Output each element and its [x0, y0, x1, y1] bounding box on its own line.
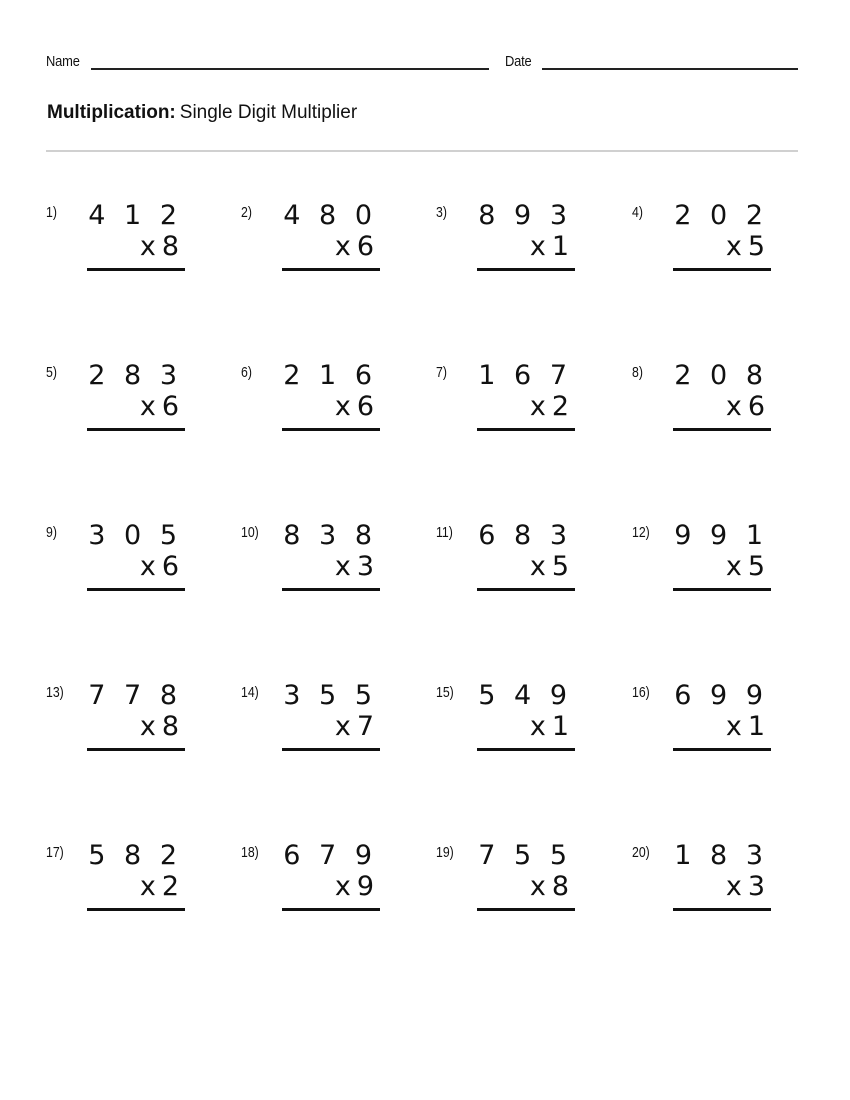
multiplier-row: [726, 872, 768, 902]
answer-line[interactable]: [87, 748, 185, 751]
times-sign: x: [529, 871, 549, 902]
problem-10: [241, 518, 411, 598]
multiplicand: 7 5 5: [478, 840, 572, 871]
times-sign: x: [529, 551, 549, 582]
multiplier-row: [140, 552, 182, 582]
problem-18: [241, 838, 411, 918]
date-label: Date: [505, 53, 532, 70]
answer-line[interactable]: [87, 908, 185, 911]
multiplicand: 4 1 2: [88, 200, 182, 231]
problem-5: [46, 358, 216, 438]
problem-13: [46, 678, 216, 758]
multiplicand: 8 9 3: [478, 200, 572, 231]
multiplicand: 2 0 8: [674, 360, 768, 391]
problem-15: [436, 678, 606, 758]
problem-4: [632, 198, 802, 278]
answer-line[interactable]: [282, 588, 380, 591]
problem-12: [632, 518, 802, 598]
times-sign: x: [725, 551, 745, 582]
answer-line[interactable]: [673, 748, 771, 751]
times-sign: x: [334, 391, 354, 422]
header-row: [46, 50, 798, 72]
problem-number: 11): [436, 524, 453, 541]
problem-7: [436, 358, 606, 438]
problem-number: 18): [241, 844, 259, 861]
multiplicand: 6 9 9: [674, 680, 768, 711]
multiplier: 3: [747, 871, 768, 902]
name-field-line[interactable]: [91, 68, 489, 70]
problem-number: 14): [241, 684, 259, 701]
answer-line[interactable]: [477, 748, 575, 751]
problem-number: 4): [632, 204, 643, 221]
multiplier-row: [726, 232, 768, 262]
answer-line[interactable]: [282, 268, 380, 271]
answer-line[interactable]: [282, 748, 380, 751]
multiplier: 5: [551, 551, 572, 582]
worksheet-title: [47, 102, 357, 124]
multiplicand: 2 1 6: [283, 360, 377, 391]
times-sign: x: [139, 391, 159, 422]
multiplier: 6: [356, 231, 377, 262]
multiplier: 7: [356, 711, 377, 742]
times-sign: x: [334, 711, 354, 742]
problem-number: 10): [241, 524, 259, 541]
multiplicand: 2 0 2: [674, 200, 768, 231]
multiplier: 6: [161, 551, 182, 582]
problem-9: [46, 518, 216, 598]
problem-8: [632, 358, 802, 438]
problem-number: 6): [241, 364, 252, 381]
problem-number: 5): [46, 364, 57, 381]
problem-1: [46, 198, 216, 278]
multiplier-row: [530, 392, 572, 422]
multiplier: 5: [747, 231, 768, 262]
problem-number: 8): [632, 364, 643, 381]
times-sign: x: [725, 391, 745, 422]
multiplicand: 3 0 5: [88, 520, 182, 551]
multiplier: 6: [356, 391, 377, 422]
times-sign: x: [725, 871, 745, 902]
problem-6: [241, 358, 411, 438]
problem-number: 1): [46, 204, 57, 221]
times-sign: x: [529, 231, 549, 262]
multiplicand: 9 9 1: [674, 520, 768, 551]
answer-line[interactable]: [87, 428, 185, 431]
multiplier-row: [530, 232, 572, 262]
problem-number: 7): [436, 364, 447, 381]
divider: [46, 150, 798, 152]
problem-number: 2): [241, 204, 252, 221]
name-label: Name: [46, 53, 80, 70]
answer-line[interactable]: [282, 908, 380, 911]
multiplier-row: [140, 392, 182, 422]
answer-line[interactable]: [87, 268, 185, 271]
answer-line[interactable]: [477, 908, 575, 911]
answer-line[interactable]: [87, 588, 185, 591]
multiplicand: 8 3 8: [283, 520, 377, 551]
multiplier: 2: [161, 871, 182, 902]
multiplier: 8: [161, 231, 182, 262]
answer-line[interactable]: [673, 268, 771, 271]
problem-number: 17): [46, 844, 64, 861]
times-sign: x: [529, 711, 549, 742]
multiplier-row: [140, 872, 182, 902]
multiplier: 8: [161, 711, 182, 742]
multiplier-row: [335, 552, 377, 582]
multiplier: 3: [356, 551, 377, 582]
problem-20: [632, 838, 802, 918]
problem-number: 15): [436, 684, 454, 701]
date-field-line[interactable]: [542, 68, 798, 70]
multiplier: 8: [551, 871, 572, 902]
answer-line[interactable]: [673, 428, 771, 431]
problem-number: 19): [436, 844, 454, 861]
problem-number: 12): [632, 524, 650, 541]
times-sign: x: [139, 551, 159, 582]
times-sign: x: [139, 871, 159, 902]
multiplier: 6: [747, 391, 768, 422]
problem-number: 3): [436, 204, 447, 221]
multiplier: 9: [356, 871, 377, 902]
multiplier-row: [140, 712, 182, 742]
multiplicand: 1 8 3: [674, 840, 768, 871]
multiplicand: 5 8 2: [88, 840, 182, 871]
multiplicand: 6 8 3: [478, 520, 572, 551]
multiplier-row: [335, 712, 377, 742]
problem-11: [436, 518, 606, 598]
times-sign: x: [334, 551, 354, 582]
problem-number: 16): [632, 684, 650, 701]
multiplicand: 2 8 3: [88, 360, 182, 391]
problem-14: [241, 678, 411, 758]
answer-line[interactable]: [282, 428, 380, 431]
answer-line[interactable]: [673, 908, 771, 911]
multiplicand: 6 7 9: [283, 840, 377, 871]
multiplier: 1: [747, 711, 768, 742]
multiplier-row: [335, 872, 377, 902]
answer-line[interactable]: [477, 428, 575, 431]
multiplier-row: [530, 712, 572, 742]
times-sign: x: [139, 711, 159, 742]
multiplier-row: [335, 232, 377, 262]
multiplier: 1: [551, 231, 572, 262]
problem-19: [436, 838, 606, 918]
multiplier-row: [140, 232, 182, 262]
times-sign: x: [529, 391, 549, 422]
times-sign: x: [725, 711, 745, 742]
multiplier: 5: [747, 551, 768, 582]
multiplier-row: [726, 552, 768, 582]
multiplier-row: [530, 872, 572, 902]
times-sign: x: [334, 231, 354, 262]
times-sign: x: [725, 231, 745, 262]
problem-2: [241, 198, 411, 278]
problem-number: 13): [46, 684, 64, 701]
problem-17: [46, 838, 216, 918]
problem-number: 20): [632, 844, 650, 861]
multiplicand: 1 6 7: [478, 360, 572, 391]
multiplier-row: [726, 392, 768, 422]
multiplicand: 4 8 0: [283, 200, 377, 231]
times-sign: x: [334, 871, 354, 902]
problem-number: 9): [46, 524, 57, 541]
multiplicand: 5 4 9: [478, 680, 572, 711]
answer-line[interactable]: [477, 268, 575, 271]
multiplier: 2: [551, 391, 572, 422]
answer-line[interactable]: [673, 588, 771, 591]
problem-3: [436, 198, 606, 278]
problem-16: [632, 678, 802, 758]
answer-line[interactable]: [477, 588, 575, 591]
multiplier-row: [726, 712, 768, 742]
multiplier-row: [335, 392, 377, 422]
times-sign: x: [139, 231, 159, 262]
multiplier: 1: [551, 711, 572, 742]
multiplicand: 3 5 5: [283, 680, 377, 711]
multiplier-row: [530, 552, 572, 582]
title-topic: Multiplication:: [47, 102, 176, 123]
title-subtitle: Single Digit Multiplier: [179, 102, 358, 123]
multiplier: 6: [161, 391, 182, 422]
multiplicand: 7 7 8: [88, 680, 182, 711]
